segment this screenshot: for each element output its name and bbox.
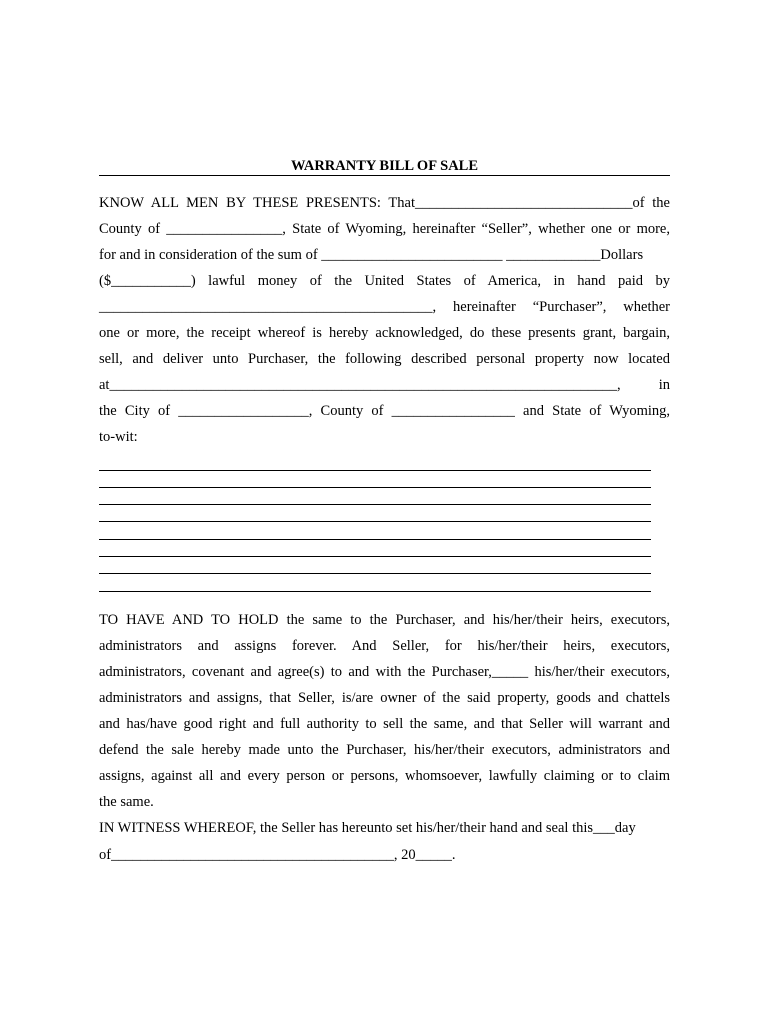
paragraph1-line7: sell, and deliver unto Purchaser, the following described personal property now located xyxy=(99,351,670,367)
paragraph1-line2: County of ________________, State of Wyoming, hereinafter “Seller”, whether one or more, xyxy=(99,221,670,237)
paragraph1-line8 xyxy=(99,375,670,395)
paragraph1-line9: the City of __________________, County of _________________ and State of Wyoming, xyxy=(99,403,670,419)
description-line[interactable] xyxy=(99,470,651,471)
title-underline xyxy=(99,175,670,176)
paragraph1-line4: ($___________) lawful money of the United States of America, in hand paid by xyxy=(99,273,670,289)
paragraph2-line8: the same. xyxy=(99,794,154,810)
description-line[interactable] xyxy=(99,539,651,540)
witness-line2: of_______________________________________, 20_____. xyxy=(99,847,456,863)
paragraph1-line1: KNOW ALL MEN BY THESE PRESENTS: That______________________________of the xyxy=(99,195,670,211)
paragraph2-line2: administrators and assigns forever. And Seller, for his/her/their heirs, executors, xyxy=(99,638,670,654)
description-line[interactable] xyxy=(99,504,651,505)
document-title: WARRANTY BILL OF SALE xyxy=(290,158,479,174)
paragraph2-line4: administrators and assigns, that Seller, is/are owner of the said property, goods and chattels xyxy=(99,690,670,706)
paragraph2-line5: and has/have good right and full authority to sell the same, and that Seller will warrant and xyxy=(99,716,670,732)
paragraph1-line8-left: at______________________________________________________________________, xyxy=(99,377,621,393)
paragraph2-line1: TO HAVE AND TO HOLD the same to the Purchaser, and his/her/their heirs, executors, xyxy=(99,612,670,628)
description-line[interactable] xyxy=(99,591,651,592)
paragraph1-line10: to-wit: xyxy=(99,429,138,445)
paragraph1-line6: one or more, the receipt whereof is hereby acknowledged, do these presents grant, bargain, xyxy=(99,325,670,341)
description-line[interactable] xyxy=(99,556,651,557)
paragraph2-line3: administrators, covenant and agree(s) to and with the Purchaser,_____ his/her/their executors, xyxy=(99,664,670,680)
paragraph1-line8-right: in xyxy=(658,377,670,393)
paragraph1-line3: for and in consideration of the sum of _________________________ _____________Dollars xyxy=(99,247,644,263)
description-line[interactable] xyxy=(99,487,651,488)
description-line[interactable] xyxy=(99,521,651,522)
description-line[interactable] xyxy=(99,573,651,574)
witness-line1: IN WITNESS WHEREOF, the Seller has hereunto set his/her/their hand and seal this___day xyxy=(99,820,636,836)
paragraph1-line5: ______________________________________________, hereinafter “Purchaser”, whether xyxy=(99,299,670,315)
paragraph2-line7: assigns, against all and every person or persons, whomsoever, lawfully claiming or to claim xyxy=(99,768,670,784)
paragraph2-line6: defend the sale hereby made unto the Purchaser, his/her/their executors, administrators and xyxy=(99,742,670,758)
